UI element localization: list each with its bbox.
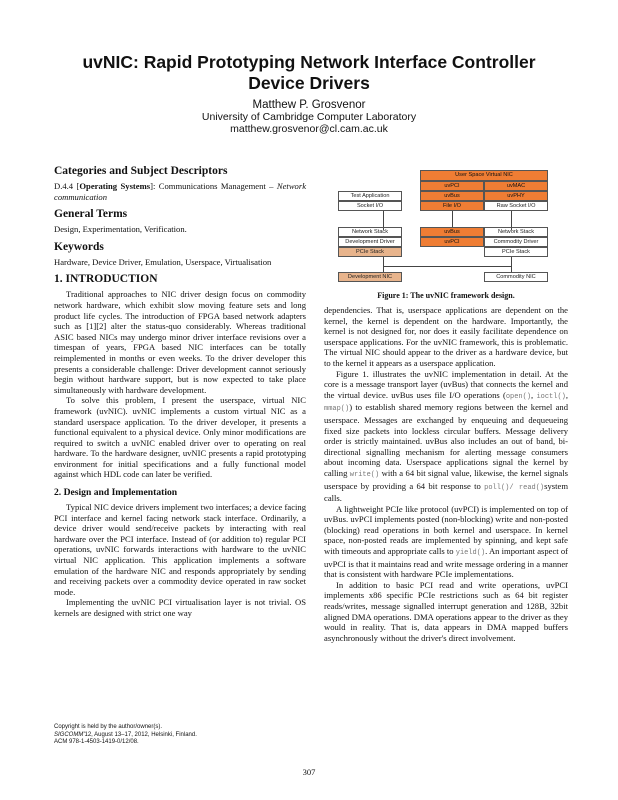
categories-text: D.4.4 [Operating Systems]: Communications Management – Network communication — [54, 181, 307, 202]
intro-paragraph-1: Traditional approaches to NIC driver design focus on commodity network hardware, which exhibit slow moving feature sets and long product life cycles. The introduction of FPGA based network adapters such as [1][2] alter the status-quo considerably. Whereas traditional ASIC based NICs may undergo minor driver interface revisions over a timespan of years, FPGA based NIC interfaces can be totally reimplemented in months or even weeks. To the driver developer this presents a considerable challenge: Driver development cannot seriously begin without hardware support, but is now expected to take place simultaneously with hardware development. — [54, 289, 306, 395]
connector-line — [383, 266, 512, 267]
commodity-nic-box: Commodity NIC — [484, 272, 548, 282]
commodity-driver-box: Commodity Driver — [484, 237, 548, 247]
copyright-notice — [54, 724, 306, 747]
pcie-stack-left-box: PCIe Stack — [338, 247, 402, 257]
right-paragraph-1: dependencies. That is, userspace applications are dependent on the kernel, the kernel is dependent on the hardware. Importantly, the kernel is not designed for, nor does it easily facilitate dependence on userspace applications. For the uvNIC framework, this is problematic. The virtual NIC should appear to the driver as a hardware device, but to the kernel it appears as a userspace application. — [324, 305, 568, 368]
title-line-2: Device Drivers — [248, 73, 370, 93]
design-paragraph-2: Implementing the uvNIC PCI virtualisation layer is not trivial. OS kernels are designed with strict one way — [54, 597, 306, 618]
user-space-virtual-nic-box: User Space Virtual NIC — [420, 170, 548, 181]
right-paragraph-3: A lightweight PCIe like protocol (uvPCI) is implemented on top of uvBus. uvPCI implements posted (non-blocking) write and non-posted (blocking) read operations in both kernel and userspace. In kernel space, non-posted reads are implemented by spinning, and kept safe with timeouts and appropriate calls to yield(). An important aspect of uvPCI is that it maintains read and write message ordering in a manner that is consistent with hardware PCIe implementations. — [324, 503, 568, 580]
uvbus-mid-box: uvBus — [420, 227, 484, 237]
intro-paragraph-2: To solve this problem, I present the userspace, virtual NIC framework (uvNIC). uvNIC implements a custom virtual NIC as a standard userspace application. To the driver developer, it presents a functional equivalent to a physical device. Only minor modifications are required to switch a uvNIC enabled driver over to operating on real hardware. To the hardware designer, uvNIC presents a rapid prototyping environment for initial specifications and a fully functional model against which HDL code can later be verified. — [54, 395, 306, 480]
file-io-box: File I/O — [420, 201, 484, 211]
uvpci-top-box: uvPCI — [420, 181, 484, 191]
copyright-line-1: Copyright is held by the author/owner(s). — [54, 724, 163, 730]
terms-heading: General Terms — [54, 208, 128, 221]
right-column — [324, 305, 568, 643]
figure-caption: Figure 1: The uvNIC framework design. — [377, 291, 515, 300]
design-paragraph-1: Typical NIC device drivers implement two interfaces; a device facing PCI interface and kernel facing network stack interface. Ordinarily, a device driver would send/receive packets by interacting with real hardware over the PCI interface. Instead of (or addition to) regular PCI operations, uvNIC forwards interactions with hardware to the uvNIC virtual NIC application. This application implements a software emulation of the hardware NIC and responds appropriately by sending and receiving packets over a commodity device operated in raw socket mode. — [54, 502, 306, 597]
design-heading: 2. Design and Implementation — [54, 487, 178, 499]
development-driver-box: Development Driver — [338, 237, 402, 247]
network-stack-right-box: Network Stack — [484, 227, 548, 237]
test-application-box: Test Application — [338, 191, 402, 201]
author-email: matthew.grosvenor@cl.cam.ac.uk — [230, 123, 388, 135]
paper-title — [0, 52, 618, 94]
figure-uvnic-framework — [324, 170, 568, 285]
development-nic-box: Development NIC — [338, 272, 402, 282]
connector-line — [511, 256, 512, 273]
uvphy-box: uvPHY — [484, 191, 548, 201]
uvpci-mid-box: uvPCI — [420, 237, 484, 247]
uvbus-top-box: uvBus — [420, 191, 484, 201]
copyright-line-3: ACM 978-1-4503-1419-0/12/08. — [54, 739, 139, 746]
raw-socket-io-box: Raw Socket I/O — [484, 201, 548, 211]
left-column — [54, 165, 306, 619]
keywords-text: Hardware, Device Driver, Emulation, Userspace, Virtualisation — [54, 256, 272, 267]
author-name: Matthew P. Grosvenor — [252, 99, 366, 111]
terms-text: Design, Experimentation, Verification. — [54, 224, 187, 235]
connector-line — [383, 256, 384, 273]
page-number: 307 — [302, 767, 316, 777]
copyright-line-2: SIGCOMM'12, August 13–17, 2012, Helsinki, Finland. — [54, 731, 197, 738]
author-block — [0, 99, 618, 135]
right-paragraph-4: In addition to basic PCI read and write operations, uvPCI implements x86 specific PCIe restrictions such as 64 bit register reads/writes, message signalled interrupt generation and 128B, 32bit aligned DMA operations. DMA operations appear to the driver as they would in reality. That is, data appears in DMA mapped buffers asynchronously without the driver's direct involvement. — [324, 579, 568, 643]
right-paragraph-2: Figure 1. illustrates the uvNIC implementation in detail. At the core is a message transport layer (uvBus) that connects the kernel and the virtual device. uvBus uses file I/O operations (open(), ioctl(), mmap()) to establish shared memory regions between the kernel and userspace. Messages are exchanged by enqueuing and dequeueing fixed size packets into lockless circular buffers. Message delivery order is strictly maintained. uvBus also includes an out of band, bi-directional signalling mechanism for alerting message consumers about incoming data. Userspace applications signal the kernel by calling write() with a 64 bit signal value, likewise, the kernel signals userspace by providing a 64 bit response to poll()/ read()system calls. — [324, 368, 569, 504]
keywords-heading: Keywords — [54, 240, 104, 253]
intro-heading: 1. INTRODUCTION — [54, 273, 158, 286]
socket-io-box: Socket I/O — [338, 201, 402, 211]
author-affiliation: University of Cambridge Computer Laboratory — [201, 111, 417, 123]
uvmac-box: uvMAC — [484, 181, 548, 191]
network-stack-left-box: Network Stack — [338, 227, 402, 237]
categories-heading: Categories and Subject Descriptors — [54, 165, 228, 177]
pcie-stack-right-box: PCIe Stack — [484, 247, 548, 257]
title-line-1: uvNIC: Rapid Prototyping Network Interface Controller — [82, 52, 536, 72]
